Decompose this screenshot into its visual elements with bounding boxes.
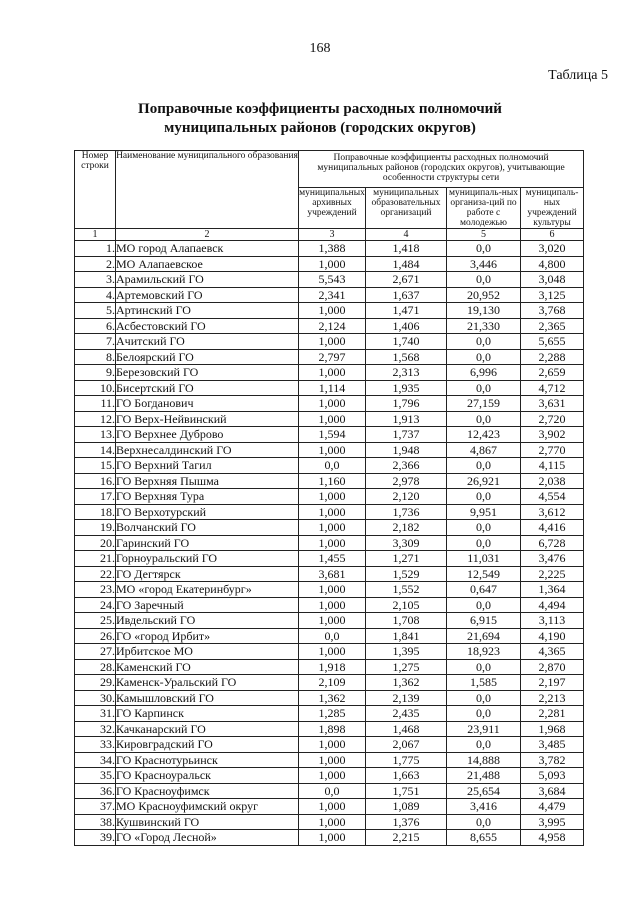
youth-coefficient-cell: 0,0 xyxy=(447,489,521,505)
table-row xyxy=(75,396,584,412)
youth-coefficient-cell: 21,330 xyxy=(447,318,521,334)
youth-coefficient-cell: 25,654 xyxy=(447,783,521,799)
municipality-name-cell: Камышловский ГО xyxy=(116,690,299,706)
education-coefficient-cell: 2,215 xyxy=(366,830,447,846)
youth-coefficient-cell: 0,0 xyxy=(447,535,521,551)
culture-coefficient-cell: 3,612 xyxy=(521,504,584,520)
youth-coefficient-cell: 20,952 xyxy=(447,287,521,303)
table-row xyxy=(75,659,584,675)
row-number-cell: 27. xyxy=(75,644,116,660)
archives-coefficient-cell: 1,000 xyxy=(299,489,366,505)
municipality-name-cell: Ирбитское МО xyxy=(116,644,299,660)
youth-coefficient-cell: 27,159 xyxy=(447,396,521,412)
education-coefficient-cell: 1,637 xyxy=(366,287,447,303)
culture-coefficient-cell: 4,494 xyxy=(521,597,584,613)
table-row xyxy=(75,458,584,474)
culture-coefficient-cell: 3,995 xyxy=(521,814,584,830)
archives-coefficient-cell: 1,285 xyxy=(299,706,366,722)
archives-coefficient-cell: 1,160 xyxy=(299,473,366,489)
municipality-name-cell: ГО «Город Лесной» xyxy=(116,830,299,846)
education-coefficient-cell: 1,935 xyxy=(366,380,447,396)
education-coefficient-cell: 2,139 xyxy=(366,690,447,706)
table-row xyxy=(75,318,584,334)
culture-coefficient-cell: 3,020 xyxy=(521,241,584,257)
row-number-cell: 26. xyxy=(75,628,116,644)
table-row xyxy=(75,675,584,691)
education-coefficient-cell: 1,484 xyxy=(366,256,447,272)
education-coefficient-cell: 1,395 xyxy=(366,644,447,660)
culture-coefficient-cell: 1,968 xyxy=(521,721,584,737)
municipality-name-cell: ГО Краснотурьинск xyxy=(116,752,299,768)
youth-coefficient-cell: 6,996 xyxy=(447,365,521,381)
culture-coefficient-cell: 4,365 xyxy=(521,644,584,660)
row-number-cell: 4. xyxy=(75,287,116,303)
row-number-cell: 8. xyxy=(75,349,116,365)
culture-coefficient-cell: 2,770 xyxy=(521,442,584,458)
culture-coefficient-cell: 3,782 xyxy=(521,752,584,768)
table-row xyxy=(75,504,584,520)
row-number-cell: 1. xyxy=(75,241,116,257)
youth-coefficient-cell: 9,951 xyxy=(447,504,521,520)
row-number-cell: 15. xyxy=(75,458,116,474)
row-number-cell: 34. xyxy=(75,752,116,768)
municipality-name-cell: Ивдельский ГО xyxy=(116,613,299,629)
youth-coefficient-cell: 12,423 xyxy=(447,427,521,443)
youth-coefficient-cell: 1,585 xyxy=(447,675,521,691)
education-coefficient-cell: 2,105 xyxy=(366,597,447,613)
youth-coefficient-cell: 0,0 xyxy=(447,380,521,396)
culture-coefficient-cell: 2,365 xyxy=(521,318,584,334)
title-line-2: муниципальных районов (городских округов) xyxy=(164,120,476,136)
education-coefficient-cell: 1,948 xyxy=(366,442,447,458)
culture-coefficient-cell: 2,213 xyxy=(521,690,584,706)
municipality-name-cell: МО город Алапаевск xyxy=(116,241,299,257)
header-row-number: Номер строки xyxy=(75,151,116,229)
youth-coefficient-cell: 0,647 xyxy=(447,582,521,598)
municipality-name-cell: Березовский ГО xyxy=(116,365,299,381)
coefficients-table xyxy=(74,150,584,846)
row-number-cell: 25. xyxy=(75,613,116,629)
education-coefficient-cell: 1,529 xyxy=(366,566,447,582)
youth-coefficient-cell: 19,130 xyxy=(447,303,521,319)
culture-coefficient-cell: 2,197 xyxy=(521,675,584,691)
education-coefficient-cell: 1,376 xyxy=(366,814,447,830)
education-coefficient-cell: 2,366 xyxy=(366,458,447,474)
municipality-name-cell: ГО Верхняя Тура xyxy=(116,489,299,505)
culture-coefficient-cell: 6,728 xyxy=(521,535,584,551)
culture-coefficient-cell: 4,554 xyxy=(521,489,584,505)
row-number-cell: 14. xyxy=(75,442,116,458)
column-number: 3 xyxy=(299,229,366,241)
table-row xyxy=(75,535,584,551)
row-number-cell: 28. xyxy=(75,659,116,675)
table-row xyxy=(75,241,584,257)
culture-coefficient-cell: 4,115 xyxy=(521,458,584,474)
column-number: 1 xyxy=(75,229,116,241)
youth-coefficient-cell: 0,0 xyxy=(447,520,521,536)
municipality-name-cell: ГО Верхнее Дуброво xyxy=(116,427,299,443)
education-coefficient-cell: 1,275 xyxy=(366,659,447,675)
culture-coefficient-cell: 5,093 xyxy=(521,768,584,784)
youth-coefficient-cell: 0,0 xyxy=(447,814,521,830)
table-row xyxy=(75,721,584,737)
education-coefficient-cell: 2,067 xyxy=(366,737,447,753)
table-row xyxy=(75,427,584,443)
row-number-cell: 7. xyxy=(75,334,116,350)
municipality-name-cell: Волчанский ГО xyxy=(116,520,299,536)
education-coefficient-cell: 1,796 xyxy=(366,396,447,412)
archives-coefficient-cell: 1,114 xyxy=(299,380,366,396)
youth-coefficient-cell: 21,694 xyxy=(447,628,521,644)
column-numbers-row xyxy=(75,229,584,241)
youth-coefficient-cell: 3,416 xyxy=(447,799,521,815)
municipality-name-cell: Горноуральский ГО xyxy=(116,551,299,567)
municipality-name-cell: Белоярский ГО xyxy=(116,349,299,365)
table-label: Таблица 5 xyxy=(548,68,608,83)
youth-coefficient-cell: 0,0 xyxy=(447,349,521,365)
youth-coefficient-cell: 6,915 xyxy=(447,613,521,629)
row-number-cell: 37. xyxy=(75,799,116,815)
education-coefficient-cell: 1,841 xyxy=(366,628,447,644)
table-row xyxy=(75,690,584,706)
culture-coefficient-cell: 3,684 xyxy=(521,783,584,799)
youth-coefficient-cell: 11,031 xyxy=(447,551,521,567)
culture-coefficient-cell: 4,958 xyxy=(521,830,584,846)
archives-coefficient-cell: 1,000 xyxy=(299,411,366,427)
row-number-cell: 10. xyxy=(75,380,116,396)
education-coefficient-cell: 1,468 xyxy=(366,721,447,737)
education-coefficient-cell: 1,913 xyxy=(366,411,447,427)
archives-coefficient-cell: 1,000 xyxy=(299,504,366,520)
municipality-name-cell: ГО Карпинск xyxy=(116,706,299,722)
archives-coefficient-cell: 2,797 xyxy=(299,349,366,365)
row-number-cell: 18. xyxy=(75,504,116,520)
municipality-name-cell: Артемовский ГО xyxy=(116,287,299,303)
education-coefficient-cell: 2,978 xyxy=(366,473,447,489)
table-row xyxy=(75,551,584,567)
culture-coefficient-cell: 4,416 xyxy=(521,520,584,536)
archives-coefficient-cell: 3,681 xyxy=(299,566,366,582)
column-number: 2 xyxy=(116,229,299,241)
municipality-name-cell: МО «город Екатеринбург» xyxy=(116,582,299,598)
culture-coefficient-cell: 3,485 xyxy=(521,737,584,753)
archives-coefficient-cell: 2,124 xyxy=(299,318,366,334)
youth-coefficient-cell: 26,921 xyxy=(447,473,521,489)
table-row xyxy=(75,830,584,846)
education-coefficient-cell: 1,663 xyxy=(366,768,447,784)
education-coefficient-cell: 1,471 xyxy=(366,303,447,319)
row-number-cell: 20. xyxy=(75,535,116,551)
culture-coefficient-cell: 2,720 xyxy=(521,411,584,427)
youth-coefficient-cell: 0,0 xyxy=(447,706,521,722)
row-number-cell: 6. xyxy=(75,318,116,334)
education-coefficient-cell: 2,120 xyxy=(366,489,447,505)
culture-coefficient-cell: 4,712 xyxy=(521,380,584,396)
municipality-name-cell: Арамильский ГО xyxy=(116,272,299,288)
culture-coefficient-cell: 2,288 xyxy=(521,349,584,365)
table-row xyxy=(75,349,584,365)
municipality-name-cell: МО Алапаевское xyxy=(116,256,299,272)
archives-coefficient-cell: 5,543 xyxy=(299,272,366,288)
title-line-1: Поправочные коэффициенты расходных полномочий xyxy=(138,101,502,117)
page-number: 168 xyxy=(309,41,331,56)
municipality-name-cell: ГО Красноуральск xyxy=(116,768,299,784)
culture-coefficient-cell: 3,902 xyxy=(521,427,584,443)
youth-coefficient-cell: 3,446 xyxy=(447,256,521,272)
municipality-name-cell: Артинский ГО xyxy=(116,303,299,319)
culture-coefficient-cell: 3,476 xyxy=(521,551,584,567)
table-row xyxy=(75,768,584,784)
archives-coefficient-cell: 1,000 xyxy=(299,737,366,753)
youth-coefficient-cell: 14,888 xyxy=(447,752,521,768)
municipality-name-cell: Качканарский ГО xyxy=(116,721,299,737)
table-row xyxy=(75,287,584,303)
youth-coefficient-cell: 0,0 xyxy=(447,272,521,288)
municipality-name-cell: ГО Красноуфимск xyxy=(116,783,299,799)
education-coefficient-cell: 2,671 xyxy=(366,272,447,288)
row-number-cell: 24. xyxy=(75,597,116,613)
culture-coefficient-cell: 2,281 xyxy=(521,706,584,722)
education-coefficient-cell: 1,775 xyxy=(366,752,447,768)
archives-coefficient-cell: 1,918 xyxy=(299,659,366,675)
municipality-name-cell: Асбестовский ГО xyxy=(116,318,299,334)
archives-coefficient-cell: 1,000 xyxy=(299,365,366,381)
table-row xyxy=(75,303,584,319)
archives-coefficient-cell: 2,109 xyxy=(299,675,366,691)
table-title xyxy=(0,100,640,138)
row-number-cell: 21. xyxy=(75,551,116,567)
youth-coefficient-cell: 12,549 xyxy=(447,566,521,582)
table-row xyxy=(75,737,584,753)
education-coefficient-cell: 1,406 xyxy=(366,318,447,334)
archives-coefficient-cell: 1,000 xyxy=(299,396,366,412)
municipality-name-cell: ГО Верхний Тагил xyxy=(116,458,299,474)
culture-coefficient-cell: 3,768 xyxy=(521,303,584,319)
table-row xyxy=(75,272,584,288)
culture-coefficient-cell: 3,048 xyxy=(521,272,584,288)
archives-coefficient-cell: 0,0 xyxy=(299,783,366,799)
row-number-cell: 13. xyxy=(75,427,116,443)
municipality-name-cell: Кушвинский ГО xyxy=(116,814,299,830)
column-number: 6 xyxy=(521,229,584,241)
archives-coefficient-cell: 1,000 xyxy=(299,799,366,815)
municipality-name-cell: МО Красноуфимский округ xyxy=(116,799,299,815)
municipality-name-cell: Кировградский ГО xyxy=(116,737,299,753)
table-row xyxy=(75,334,584,350)
education-coefficient-cell: 1,568 xyxy=(366,349,447,365)
education-coefficient-cell: 1,737 xyxy=(366,427,447,443)
culture-coefficient-cell: 1,364 xyxy=(521,582,584,598)
youth-coefficient-cell: 21,488 xyxy=(447,768,521,784)
archives-coefficient-cell: 1,000 xyxy=(299,535,366,551)
table-row xyxy=(75,706,584,722)
youth-coefficient-cell: 4,867 xyxy=(447,442,521,458)
archives-coefficient-cell: 0,0 xyxy=(299,628,366,644)
culture-coefficient-cell: 4,800 xyxy=(521,256,584,272)
municipality-name-cell: ГО «город Ирбит» xyxy=(116,628,299,644)
header-youth: муниципаль-ных организа-ций по работе с молодежью xyxy=(447,188,521,229)
header-coefficients-group: Поправочные коэффициенты расходных полномочий муниципальных районов (городских округов), учитывающие особенности структуры сети xyxy=(299,151,584,188)
culture-coefficient-cell: 4,479 xyxy=(521,799,584,815)
municipality-name-cell: ГО Заречный xyxy=(116,597,299,613)
youth-coefficient-cell: 8,655 xyxy=(447,830,521,846)
header-culture: муниципаль-ных учреждений культуры xyxy=(521,188,584,229)
municipality-name-cell: ГО Дегтярск xyxy=(116,566,299,582)
culture-coefficient-cell: 3,113 xyxy=(521,613,584,629)
archives-coefficient-cell: 1,898 xyxy=(299,721,366,737)
archives-coefficient-cell: 1,455 xyxy=(299,551,366,567)
row-number-cell: 31. xyxy=(75,706,116,722)
education-coefficient-cell: 1,271 xyxy=(366,551,447,567)
education-coefficient-cell: 2,435 xyxy=(366,706,447,722)
culture-coefficient-cell: 2,870 xyxy=(521,659,584,675)
row-number-cell: 3. xyxy=(75,272,116,288)
archives-coefficient-cell: 1,000 xyxy=(299,256,366,272)
header-education: муниципальных образовательных организаций xyxy=(366,188,447,229)
youth-coefficient-cell: 0,0 xyxy=(447,597,521,613)
column-number: 4 xyxy=(366,229,447,241)
row-number-cell: 9. xyxy=(75,365,116,381)
youth-coefficient-cell: 0,0 xyxy=(447,411,521,427)
table-row xyxy=(75,814,584,830)
table-row xyxy=(75,365,584,381)
culture-coefficient-cell: 5,655 xyxy=(521,334,584,350)
education-coefficient-cell: 1,708 xyxy=(366,613,447,629)
archives-coefficient-cell: 1,000 xyxy=(299,644,366,660)
youth-coefficient-cell: 18,923 xyxy=(447,644,521,660)
municipality-name-cell: Ачитский ГО xyxy=(116,334,299,350)
education-coefficient-cell: 1,362 xyxy=(366,675,447,691)
table-row xyxy=(75,411,584,427)
row-number-cell: 22. xyxy=(75,566,116,582)
archives-coefficient-cell: 1,000 xyxy=(299,752,366,768)
row-number-cell: 23. xyxy=(75,582,116,598)
table-row xyxy=(75,752,584,768)
education-coefficient-cell: 1,751 xyxy=(366,783,447,799)
education-coefficient-cell: 1,418 xyxy=(366,241,447,257)
education-coefficient-cell: 1,740 xyxy=(366,334,447,350)
header-name: Наименование муниципального образования xyxy=(116,151,299,229)
culture-coefficient-cell: 2,225 xyxy=(521,566,584,582)
youth-coefficient-cell: 0,0 xyxy=(447,334,521,350)
archives-coefficient-cell: 2,341 xyxy=(299,287,366,303)
archives-coefficient-cell: 1,000 xyxy=(299,582,366,598)
education-coefficient-cell: 1,736 xyxy=(366,504,447,520)
culture-coefficient-cell: 3,631 xyxy=(521,396,584,412)
row-number-cell: 36. xyxy=(75,783,116,799)
table-row xyxy=(75,613,584,629)
row-number-cell: 32. xyxy=(75,721,116,737)
youth-coefficient-cell: 0,0 xyxy=(447,690,521,706)
municipality-name-cell: ГО Богданович xyxy=(116,396,299,412)
row-number-cell: 29. xyxy=(75,675,116,691)
table-row xyxy=(75,473,584,489)
table-row xyxy=(75,380,584,396)
education-coefficient-cell: 3,309 xyxy=(366,535,447,551)
municipality-name-cell: ГО Верх-Нейвинский xyxy=(116,411,299,427)
row-number-cell: 30. xyxy=(75,690,116,706)
youth-coefficient-cell: 0,0 xyxy=(447,241,521,257)
table-row xyxy=(75,783,584,799)
row-number-cell: 5. xyxy=(75,303,116,319)
municipality-name-cell: Каменский ГО xyxy=(116,659,299,675)
table-row xyxy=(75,442,584,458)
table-row xyxy=(75,628,584,644)
header-archives: муниципальных архивных учреждений xyxy=(299,188,366,229)
row-number-cell: 39. xyxy=(75,830,116,846)
archives-coefficient-cell: 0,0 xyxy=(299,458,366,474)
youth-coefficient-cell: 0,0 xyxy=(447,737,521,753)
youth-coefficient-cell: 0,0 xyxy=(447,659,521,675)
archives-coefficient-cell: 1,000 xyxy=(299,830,366,846)
row-number-cell: 17. xyxy=(75,489,116,505)
municipality-name-cell: Бисертский ГО xyxy=(116,380,299,396)
municipality-name-cell: Гаринский ГО xyxy=(116,535,299,551)
culture-coefficient-cell: 4,190 xyxy=(521,628,584,644)
municipality-name-cell: ГО Верхотурский xyxy=(116,504,299,520)
municipality-name-cell: Верхнесалдинский ГО xyxy=(116,442,299,458)
table-row xyxy=(75,582,584,598)
archives-coefficient-cell: 1,000 xyxy=(299,814,366,830)
table-row xyxy=(75,489,584,505)
archives-coefficient-cell: 1,594 xyxy=(299,427,366,443)
archives-coefficient-cell: 1,000 xyxy=(299,442,366,458)
culture-coefficient-cell: 3,125 xyxy=(521,287,584,303)
youth-coefficient-cell: 23,911 xyxy=(447,721,521,737)
table-row xyxy=(75,520,584,536)
education-coefficient-cell: 2,182 xyxy=(366,520,447,536)
row-number-cell: 12. xyxy=(75,411,116,427)
archives-coefficient-cell: 1,000 xyxy=(299,768,366,784)
archives-coefficient-cell: 1,000 xyxy=(299,303,366,319)
archives-coefficient-cell: 1,000 xyxy=(299,613,366,629)
culture-coefficient-cell: 2,659 xyxy=(521,365,584,381)
row-number-cell: 33. xyxy=(75,737,116,753)
municipality-name-cell: Каменск-Уральский ГО xyxy=(116,675,299,691)
table-row xyxy=(75,256,584,272)
row-number-cell: 19. xyxy=(75,520,116,536)
education-coefficient-cell: 2,313 xyxy=(366,365,447,381)
row-number-cell: 38. xyxy=(75,814,116,830)
archives-coefficient-cell: 1,000 xyxy=(299,597,366,613)
row-number-cell: 16. xyxy=(75,473,116,489)
table-body xyxy=(75,241,584,846)
archives-coefficient-cell: 1,388 xyxy=(299,241,366,257)
youth-coefficient-cell: 0,0 xyxy=(447,458,521,474)
table-row xyxy=(75,799,584,815)
column-number: 5 xyxy=(447,229,521,241)
row-number-cell: 35. xyxy=(75,768,116,784)
municipality-name-cell: ГО Верхняя Пышма xyxy=(116,473,299,489)
archives-coefficient-cell: 1,000 xyxy=(299,520,366,536)
archives-coefficient-cell: 1,362 xyxy=(299,690,366,706)
archives-coefficient-cell: 1,000 xyxy=(299,334,366,350)
education-coefficient-cell: 1,089 xyxy=(366,799,447,815)
table-row xyxy=(75,566,584,582)
education-coefficient-cell: 1,552 xyxy=(366,582,447,598)
table-row xyxy=(75,597,584,613)
row-number-cell: 11. xyxy=(75,396,116,412)
table-row xyxy=(75,644,584,660)
culture-coefficient-cell: 2,038 xyxy=(521,473,584,489)
row-number-cell: 2. xyxy=(75,256,116,272)
